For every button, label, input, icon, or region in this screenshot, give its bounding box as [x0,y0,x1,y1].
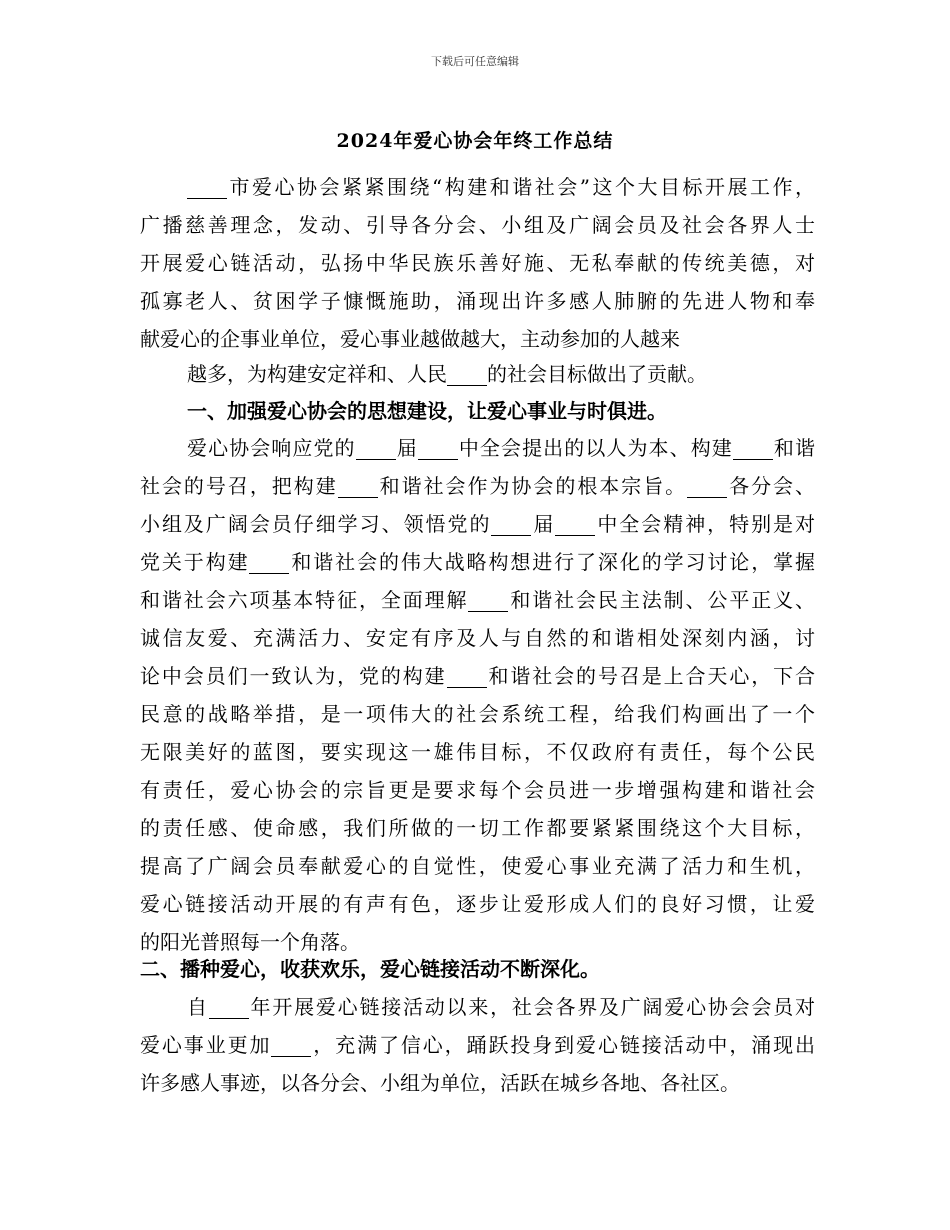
blank-underline [271,1036,311,1057]
blank-underline [187,178,227,199]
blank-underline [447,365,487,386]
blank-underline [447,667,487,688]
text-line: 广播慈善理念，发动、引导各分会、小组及广阔会员及社会各界人士 [140,213,815,237]
blank-underline [418,439,458,460]
text-line: 社会的号召，把构建 和谐社会作为协会的根本宗旨。 各分会、 [140,474,816,498]
blank-underline [555,515,595,536]
text-line: 孤寡老人、贫困学子慷慨施助，涌现出许多感人肺腑的先进人物和奉 [140,289,815,313]
text-line: 开展爱心链活动，弘扬中华民族乐善好施、无私奉献的传统美德，对 [140,251,815,275]
blank-underline [687,477,727,498]
blank-underline [338,477,378,498]
text-line: 献爱心的企事业单位，爱心事业越做越大，主动参加的人越来 [140,327,680,351]
section-heading-2 [140,950,815,988]
text-line: 市爱心协会紧紧围绕“构建和谐社会”这个大目标开展工作， [140,168,815,206]
paragraph-continuation [140,355,815,393]
text-line: 和谐社会六项基本特征，全面理解 和谐社会民主法制、公平正义、 [140,588,816,612]
section-heading: 二、播种爱心，收获欢乐，爱心链接活动不断深化。 [140,957,600,981]
text-line: 爱心协会响应党的 届 中全会提出的以人为本、构建 和谐 [187,436,816,460]
paragraph-intro [140,168,815,358]
blank-underline [209,998,249,1019]
text-line: 有责任，爱心协会的宗旨更是要求每个会员进一步增强构建和谐社会 [140,778,815,802]
header-note: 下载后可任意编辑 [431,55,519,68]
text-line: 无限美好的蓝图，要实现这一雄伟目标，不仅政府有责任，每个公民 [140,740,815,764]
paragraph-section-2 [140,988,815,1102]
blank-underline [249,553,289,574]
text-line: 许多感人事迹，以各分会、小组为单位，活跃在城乡各地、各社区。 [140,1071,740,1095]
text-line: 小组及广阔会员仔细学习、领悟党的 届 中全会精神，特别是对 [140,512,816,536]
text-line: 的阳光普照每一个角落。 [140,930,360,954]
blank-underline [491,515,531,536]
text-line: 自 年开展爱心链接活动以来，社会各界及广阔爱心协会会员对 [187,995,816,1019]
text-line: 诚信友爱、充满活力、安定有序及人与自然的和谐相处深刻内涵，讨 [140,626,815,650]
text-line: 越多，为构建安定祥和、人民 的社会目标做出了贡献。 [187,362,707,386]
blank-underline [468,591,508,612]
text-line: 党关于构建 和谐社会的伟大战略构想进行了深化的学习讨论，掌握 [140,550,816,574]
text-line: 爱心事业更加 ，充满了信心，踊跃投身到爱心链接活动中，涌现出 [140,1033,816,1057]
page-title: 2024年爱心协会年终工作总结 [336,130,614,152]
blank-underline [356,439,396,460]
paragraph-section-1 [140,429,815,961]
text-line: 提高了广阔会员奉献爱心的自觉性，使爱心事业充满了活力和生机， [140,854,815,878]
text-line: 的责任感、使命感，我们所做的一切工作都要紧紧围绕这个大目标， [140,816,815,840]
text-line: 论中会员们一致认为，党的构建 和谐社会的号召是上合天心，下合 [140,664,816,688]
text-line: 爱心链接活动开展的有声有色，逐步让爱形成人们的良好习惯，让爱 [140,892,815,916]
section-heading-1 [140,392,815,430]
text-line: 民意的战略举措，是一项伟大的社会系统工程，给我们构画出了一个 [140,702,815,726]
section-heading: 一、加强爱心协会的思想建设，让爱心事业与时俱进。 [187,399,667,423]
blank-underline [733,439,773,460]
